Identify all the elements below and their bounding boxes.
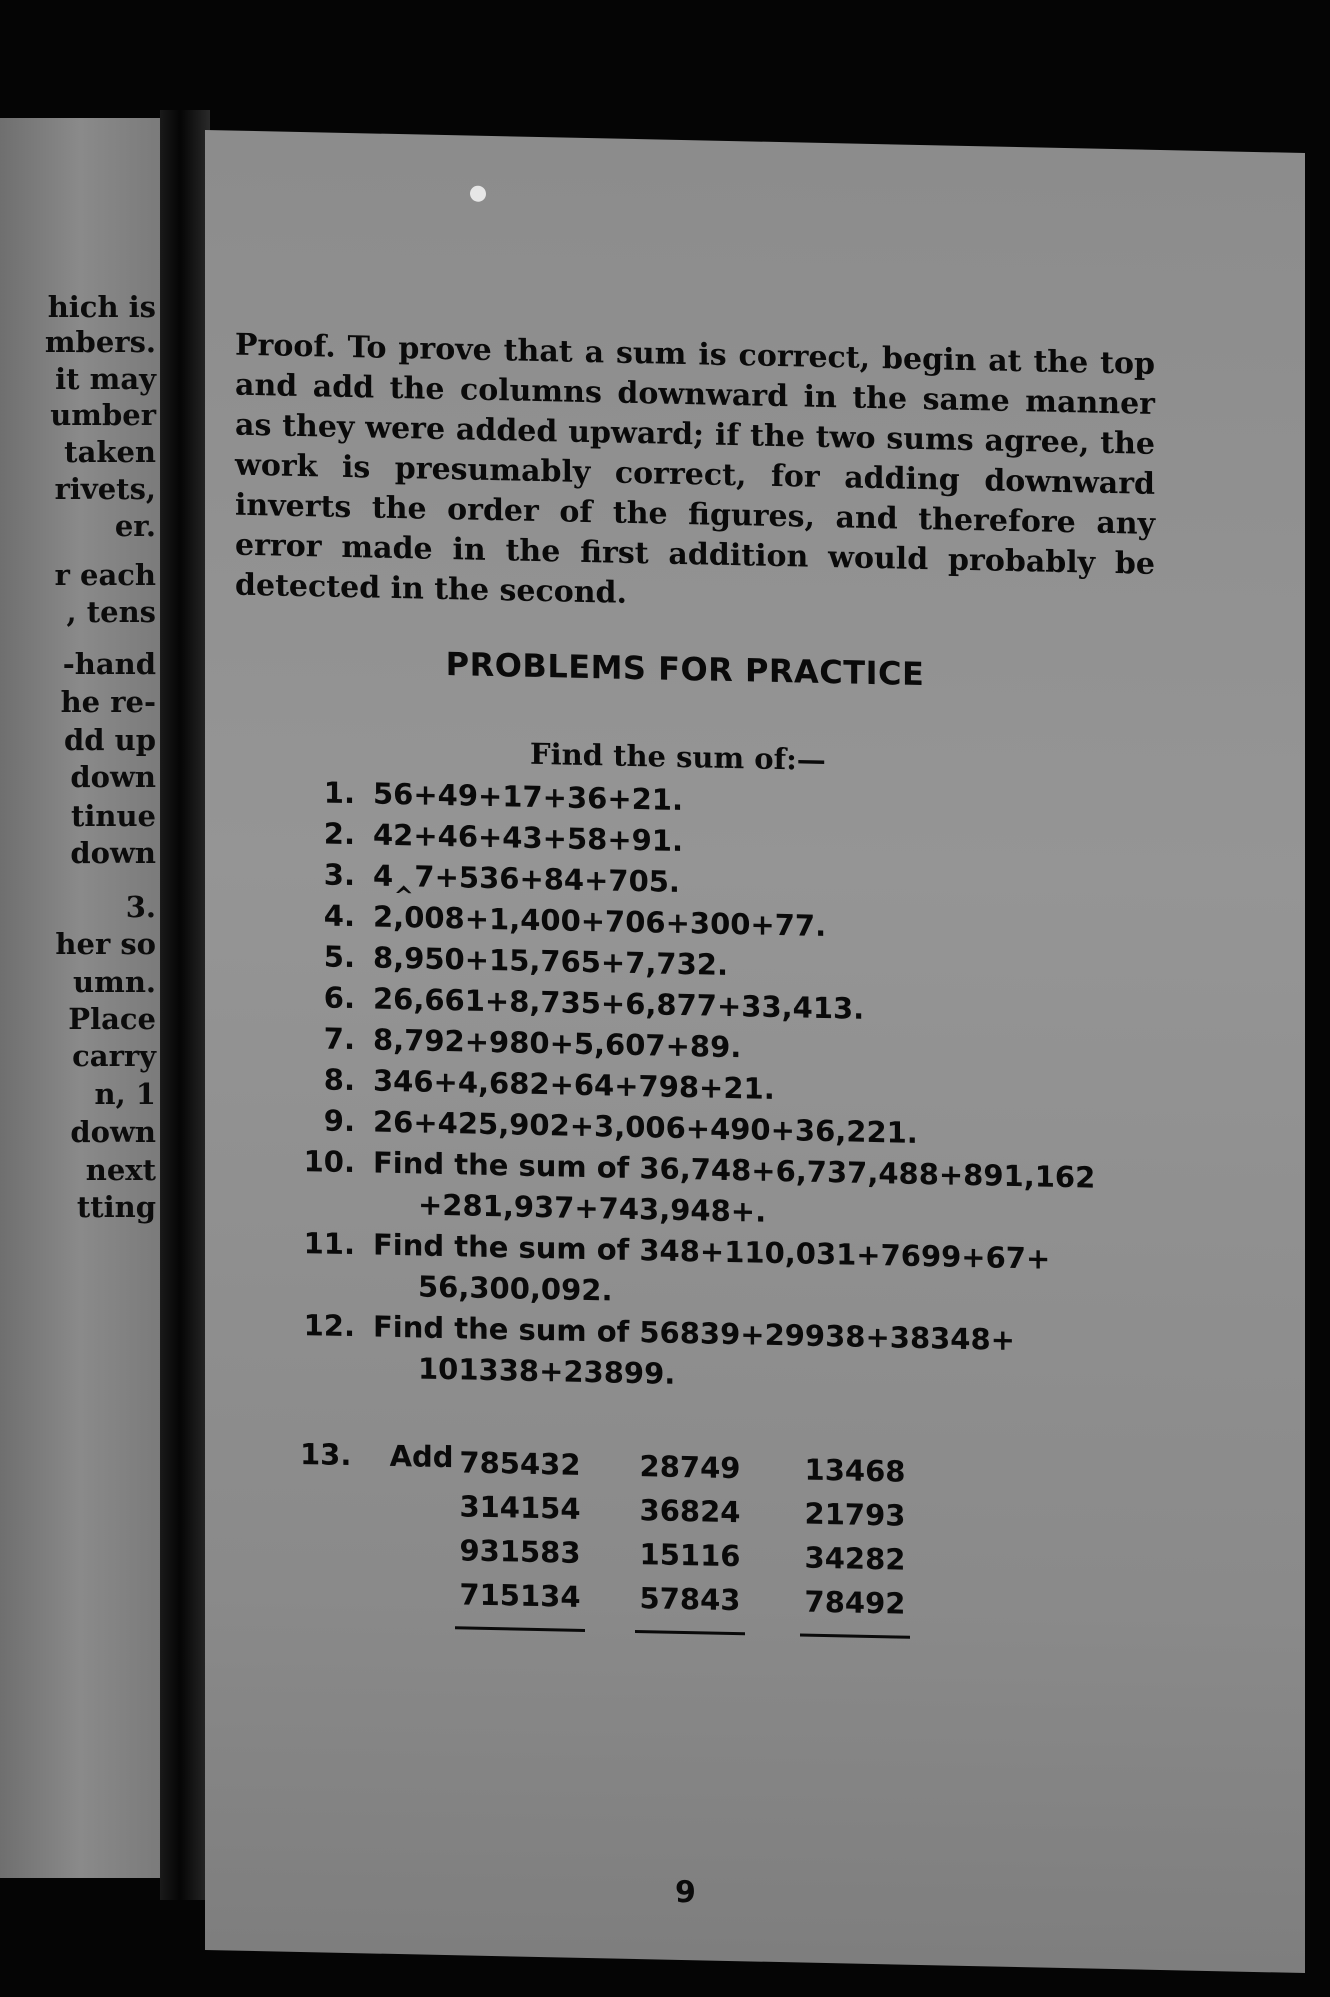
left-page-line: umber [50, 398, 156, 432]
left-page-line: tting [76, 1190, 156, 1224]
problem-number: 8. [323, 1062, 355, 1098]
left-page-line: down [70, 760, 156, 794]
main-page [205, 130, 1305, 1973]
add-column-value: 21793 [804, 1496, 906, 1533]
problem-number: 9. [323, 1103, 355, 1139]
left-page-line: tinue [70, 799, 156, 833]
problem-number: 4. [323, 898, 355, 934]
problem-text: Find the sum of 56839+29938+38348+ [373, 1309, 1015, 1357]
add-column-value: 34282 [804, 1540, 906, 1577]
left-page-line: er. [114, 509, 156, 543]
problem-text: Find the sum of 36,748+6,737,488+891,162 [373, 1145, 1096, 1195]
left-page-line: -hand [62, 647, 156, 681]
left-page-line: down [70, 836, 156, 870]
sum-rule [800, 1633, 910, 1638]
add-column-value: 13468 [804, 1452, 906, 1489]
left-page-line: umn. [73, 965, 156, 999]
problem-continuation: +281,937+743,948+. [418, 1187, 767, 1229]
problem-text: 26,661+8,735+6,877+33,413. [373, 981, 865, 1026]
problem-continuation: 101338+23899. [418, 1351, 676, 1391]
left-page-line: carry [72, 1039, 156, 1073]
add-column-value: 28749 [639, 1449, 741, 1486]
add-column-value: 15116 [639, 1537, 741, 1574]
left-page-line: Place [68, 1002, 156, 1036]
problem-number: 2. [323, 816, 355, 852]
problem-text: 4‸7+536+84+705. [373, 858, 680, 899]
problem-text: 8,950+15,765+7,732. [373, 940, 728, 982]
section-heading: PROBLEMS FOR PRACTICE [445, 645, 925, 694]
add-problem-word: Add [389, 1438, 454, 1475]
problem-number: 6. [323, 980, 355, 1016]
proof-lead: Proof. [235, 327, 336, 365]
left-page-line: rivets, [54, 472, 156, 506]
left-page-line: he re- [60, 685, 156, 719]
problem-number: 5. [323, 939, 355, 975]
add-column-value: 715134 [459, 1577, 581, 1614]
book-gutter [160, 110, 210, 1900]
left-page-line: down [70, 1115, 156, 1149]
problem-number: 3. [323, 857, 355, 893]
left-page-line: her so [55, 927, 156, 961]
add-problem-number: 13. [300, 1436, 352, 1473]
left-page-line: n, 1 [94, 1077, 156, 1111]
add-column [800, 1447, 910, 1638]
problem-text: 2,008+1,400+706+300+77. [373, 899, 827, 944]
add-problem-label [300, 1437, 454, 1474]
add-column-value: 36824 [639, 1493, 741, 1530]
problem-number: 11. [303, 1226, 355, 1262]
problem-number: 10. [303, 1144, 355, 1180]
left-page-line: taken [64, 435, 156, 469]
left-page-line: it may [55, 362, 156, 396]
problem-number: 1. [323, 775, 355, 811]
add-column-value: 785432 [459, 1445, 581, 1482]
add-column-value: 314154 [459, 1489, 581, 1526]
add-column [635, 1444, 745, 1635]
problem-text-wrap [373, 1307, 1170, 1406]
paper-speck [470, 186, 486, 202]
page-number: 9 [675, 1874, 696, 1911]
left-page-line: mbers. [44, 325, 156, 359]
proof-text: To prove that a sum is correct, begin at the top and add the columns downward in the same manner as they were added upward; if the two sums agree, the work is presumably correct, for adding downward inverts the order of the figures, and therefore any error made in the first addition would probably be detected in the second. [235, 329, 1155, 611]
sum-rule [635, 1630, 745, 1635]
left-page-line: r each [54, 558, 156, 592]
add-column-value: 57843 [639, 1581, 741, 1618]
left-page-line: 3. [125, 890, 156, 924]
problem-number: 7. [323, 1021, 355, 1057]
problem-text: 56+49+17+36+21. [373, 776, 683, 818]
add-column [455, 1440, 585, 1632]
left-page-line: next [85, 1153, 156, 1187]
instruction-text: Find the sum of:— [530, 736, 826, 778]
problem-continuation: 56,300,092. [418, 1269, 613, 1308]
problem-number: 12. [303, 1308, 355, 1344]
problem-text: 8,792+980+5,607+89. [373, 1022, 742, 1065]
left-facing-page [0, 118, 160, 1878]
problem-text: 346+4,682+64+798+21. [373, 1063, 775, 1106]
left-page-line: hich is [47, 290, 156, 324]
problem-text: 42+46+43+58+91. [373, 817, 683, 859]
problem-list [290, 772, 1170, 1405]
sum-rule [455, 1626, 585, 1632]
left-page-line: dd up [63, 723, 156, 757]
proof-paragraph [235, 326, 1155, 625]
problem-text: Find the sum of 348+110,031+7699+67+ [373, 1227, 1051, 1276]
add-column-value: 931583 [459, 1533, 581, 1570]
problem-item [290, 1305, 1170, 1405]
left-page-line: , tens [66, 595, 156, 629]
problem-text: 26+425,902+3,006+490+36,221. [373, 1104, 918, 1150]
add-column-value: 78492 [804, 1584, 906, 1621]
